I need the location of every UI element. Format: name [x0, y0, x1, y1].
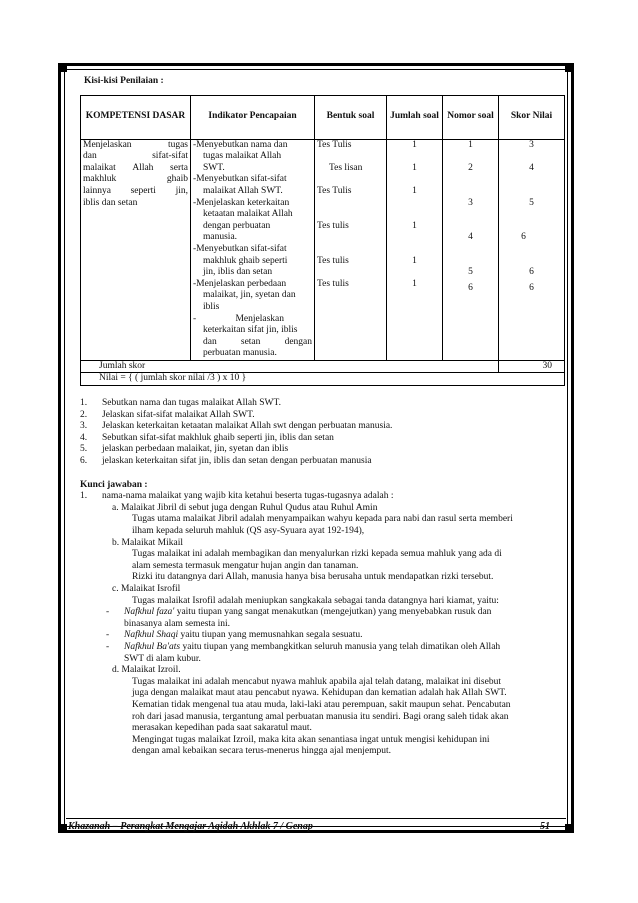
kompetensi-cell: Menjelaskan tugas dan sifat-sifat malaikat Allah serta makhluk ghaib lainnya seperti jin, iblis dan setan — [81, 139, 191, 360]
jumlah-skor-value: 30 — [499, 360, 565, 373]
list-item: 6. jelaskan keterkaitan sifat jin, iblis dan setan dengan perbuatan manusia — [80, 456, 372, 467]
answer-b-body: Tugas malaikat ini adalah membagikan dan menyalurkan rizki kepada semua mahluk yang ada di alam semesta termasuk mengatur hujan angin dan tanaman. Rizki itu datangnya dari Allah, manusia hanya bisa berusaha untuk mendapatkan rizki tersebut. — [132, 549, 502, 583]
answer-c-dash-1-cont: binasanya alam semesta ini. — [124, 618, 231, 629]
header-nomor: Nomor soal — [443, 95, 499, 139]
skor-cell: 3 4 5 6 6 6 — [499, 139, 565, 360]
nilai-formula: Nilai = { ( jumlah skor nilai /3 ) x 10 } — [81, 373, 565, 386]
footer-divider — [66, 818, 566, 819]
answer-d-title: d. Malaikat Izroil. — [112, 665, 181, 676]
list-item: 3. Jelaskan keterkaitan ketaatan malaikat Allah swt dengan perbuatan manusia. — [80, 421, 393, 432]
nomor-cell: 1 2 3 4 5 6 — [443, 139, 499, 360]
footer-title: Khazanah – Perangkat Mengajar Aqidah Akhlak 7 / Genap — [68, 821, 313, 832]
corner-ornament — [565, 824, 574, 833]
list-item: 5. jelaskan perbedaan malaikat, jin, syetan dan iblis — [80, 444, 289, 455]
answer-a-title: a. Malaikat Jibril di sebut juga dengan Ruhul Qudus atau Ruhul Amin — [112, 502, 378, 513]
answer-c-dash-1: - Nafkhul faza' yaitu tiupan yang sangat menakutkan (mengejutkan) yang menyebabkan rusuk dan — [106, 607, 492, 618]
bentuk-cell: Tes Tulis Tes lisan Tes Tulis Tes tulis Tes tulis Tes tulis — [315, 139, 387, 360]
corner-ornament — [58, 63, 67, 72]
answer-d-body: Tugas malaikat ini adalah mencabut nyawa mahluk apabila ajal telah datang, malaikat ini disebut juga dengan malaikat maut atau pencabut nyawa. Kehidupan dan kematian adalah hak Allah SWT. Kematian tidak mengenal tua atau muda, laki-laki atau perempuan, sakit maupun sehat. Pencabutan roh dari jasad manusia, tergantung amal perbuatan manusia itu sendiri. Bagi orang saleh tidak akan merasakan kepedihan pada saat sakaratul maut. Mengingat tugas malaikat Izroil, maka kita akan senantiasa ingat untuk mengisi kehidupan ini dengan amal kebaikan secara terus-menerus hingga ajal menjemput. — [132, 676, 511, 757]
answer-c-title: c. Malaikat Isrofil — [112, 583, 181, 594]
list-item: 2. Jelaskan sifat-sifat malaikat Allah SWT. — [80, 409, 255, 420]
jumlah-skor-label: Jumlah skor — [81, 360, 499, 373]
header-kompetensi: KOMPETENSI DASAR — [81, 95, 191, 139]
header-bentuk: Bentuk soal — [315, 95, 387, 139]
assessment-grid-table — [80, 95, 565, 386]
table-row — [81, 139, 565, 360]
answer-key — [80, 480, 564, 758]
section-title: Kisi-kisi Penilaian : — [84, 76, 164, 86]
list-item: 4. Sebutkan sifat-sifat makhluk ghaib seperti jin, iblis dan setan — [80, 432, 334, 443]
answer-c-dash-3: - Nafkhul Ba'ats yaitu tiupan yang membangkitkan seluruh manusia yang telah dimatikan oleh Allah — [106, 641, 501, 652]
answer-c-body: Tugas malaikat Isrofil adalah meniupkan sangkakala sebagai tanda datangnya hari kiamat, yaitu: — [132, 595, 499, 606]
answer-key-title: Kunci jawaban : — [80, 479, 148, 490]
table-row-formula — [81, 373, 565, 386]
answer-a-body: Tugas utama malaikat Jibril adalah menyampaikan wahyu kepada para nabi dan rasul serta memberi ilham kepada seluruh mahluk (QS asy-Syuara ayat 192-194), — [132, 514, 513, 536]
header-indikator: Indikator Pencapaian — [191, 95, 315, 139]
indikator-cell: -Menyebutkan nama dan tugas malaikat Allah SWT. -Menyebutkan sifat-sifat malaikat Allah SWT. -Menjelaskan keterkaitan ketaatan malaikat Allah dengan perbuatan manusia. -Menyebutkan sifat-sifat makhluk ghaib seperti jin, iblis dan setan -Menjelaskan perbedaan malaikat, jin, syetan dan iblis - Menjelaskan keterkaitan sifat jin, iblis dan setan dengan perbuatan manusia. — [191, 139, 315, 360]
corner-ornament — [565, 63, 574, 72]
answer-c-dash-3-cont: SWT di alam kubur. — [124, 653, 201, 664]
list-item: 1. Sebutkan nama dan tugas malaikat Allah SWT. — [80, 398, 281, 409]
header-skor: Skor Nilai — [499, 95, 565, 139]
answer-c-dash-2: - Nafkhul Shaqi yaitu tiupan yang memusnahkan segala sesuatu. — [106, 630, 363, 641]
question-list — [80, 398, 564, 468]
table-row-total — [81, 360, 565, 373]
answer-intro: 1. nama-nama malaikat yang wajib kita ketahui beserta tugas-tugasnya adalah : — [80, 491, 394, 502]
page-footer — [68, 821, 564, 832]
table-header-row — [81, 95, 565, 139]
page-content — [80, 76, 564, 758]
header-jumlah: Jumlah soal — [387, 95, 443, 139]
jumlah-cell: 1 1 1 1 1 1 — [387, 139, 443, 360]
corner-ornament — [58, 824, 67, 833]
page-number: 51 — [540, 821, 550, 832]
answer-b-title: b. Malaikat Mikail — [112, 537, 183, 548]
